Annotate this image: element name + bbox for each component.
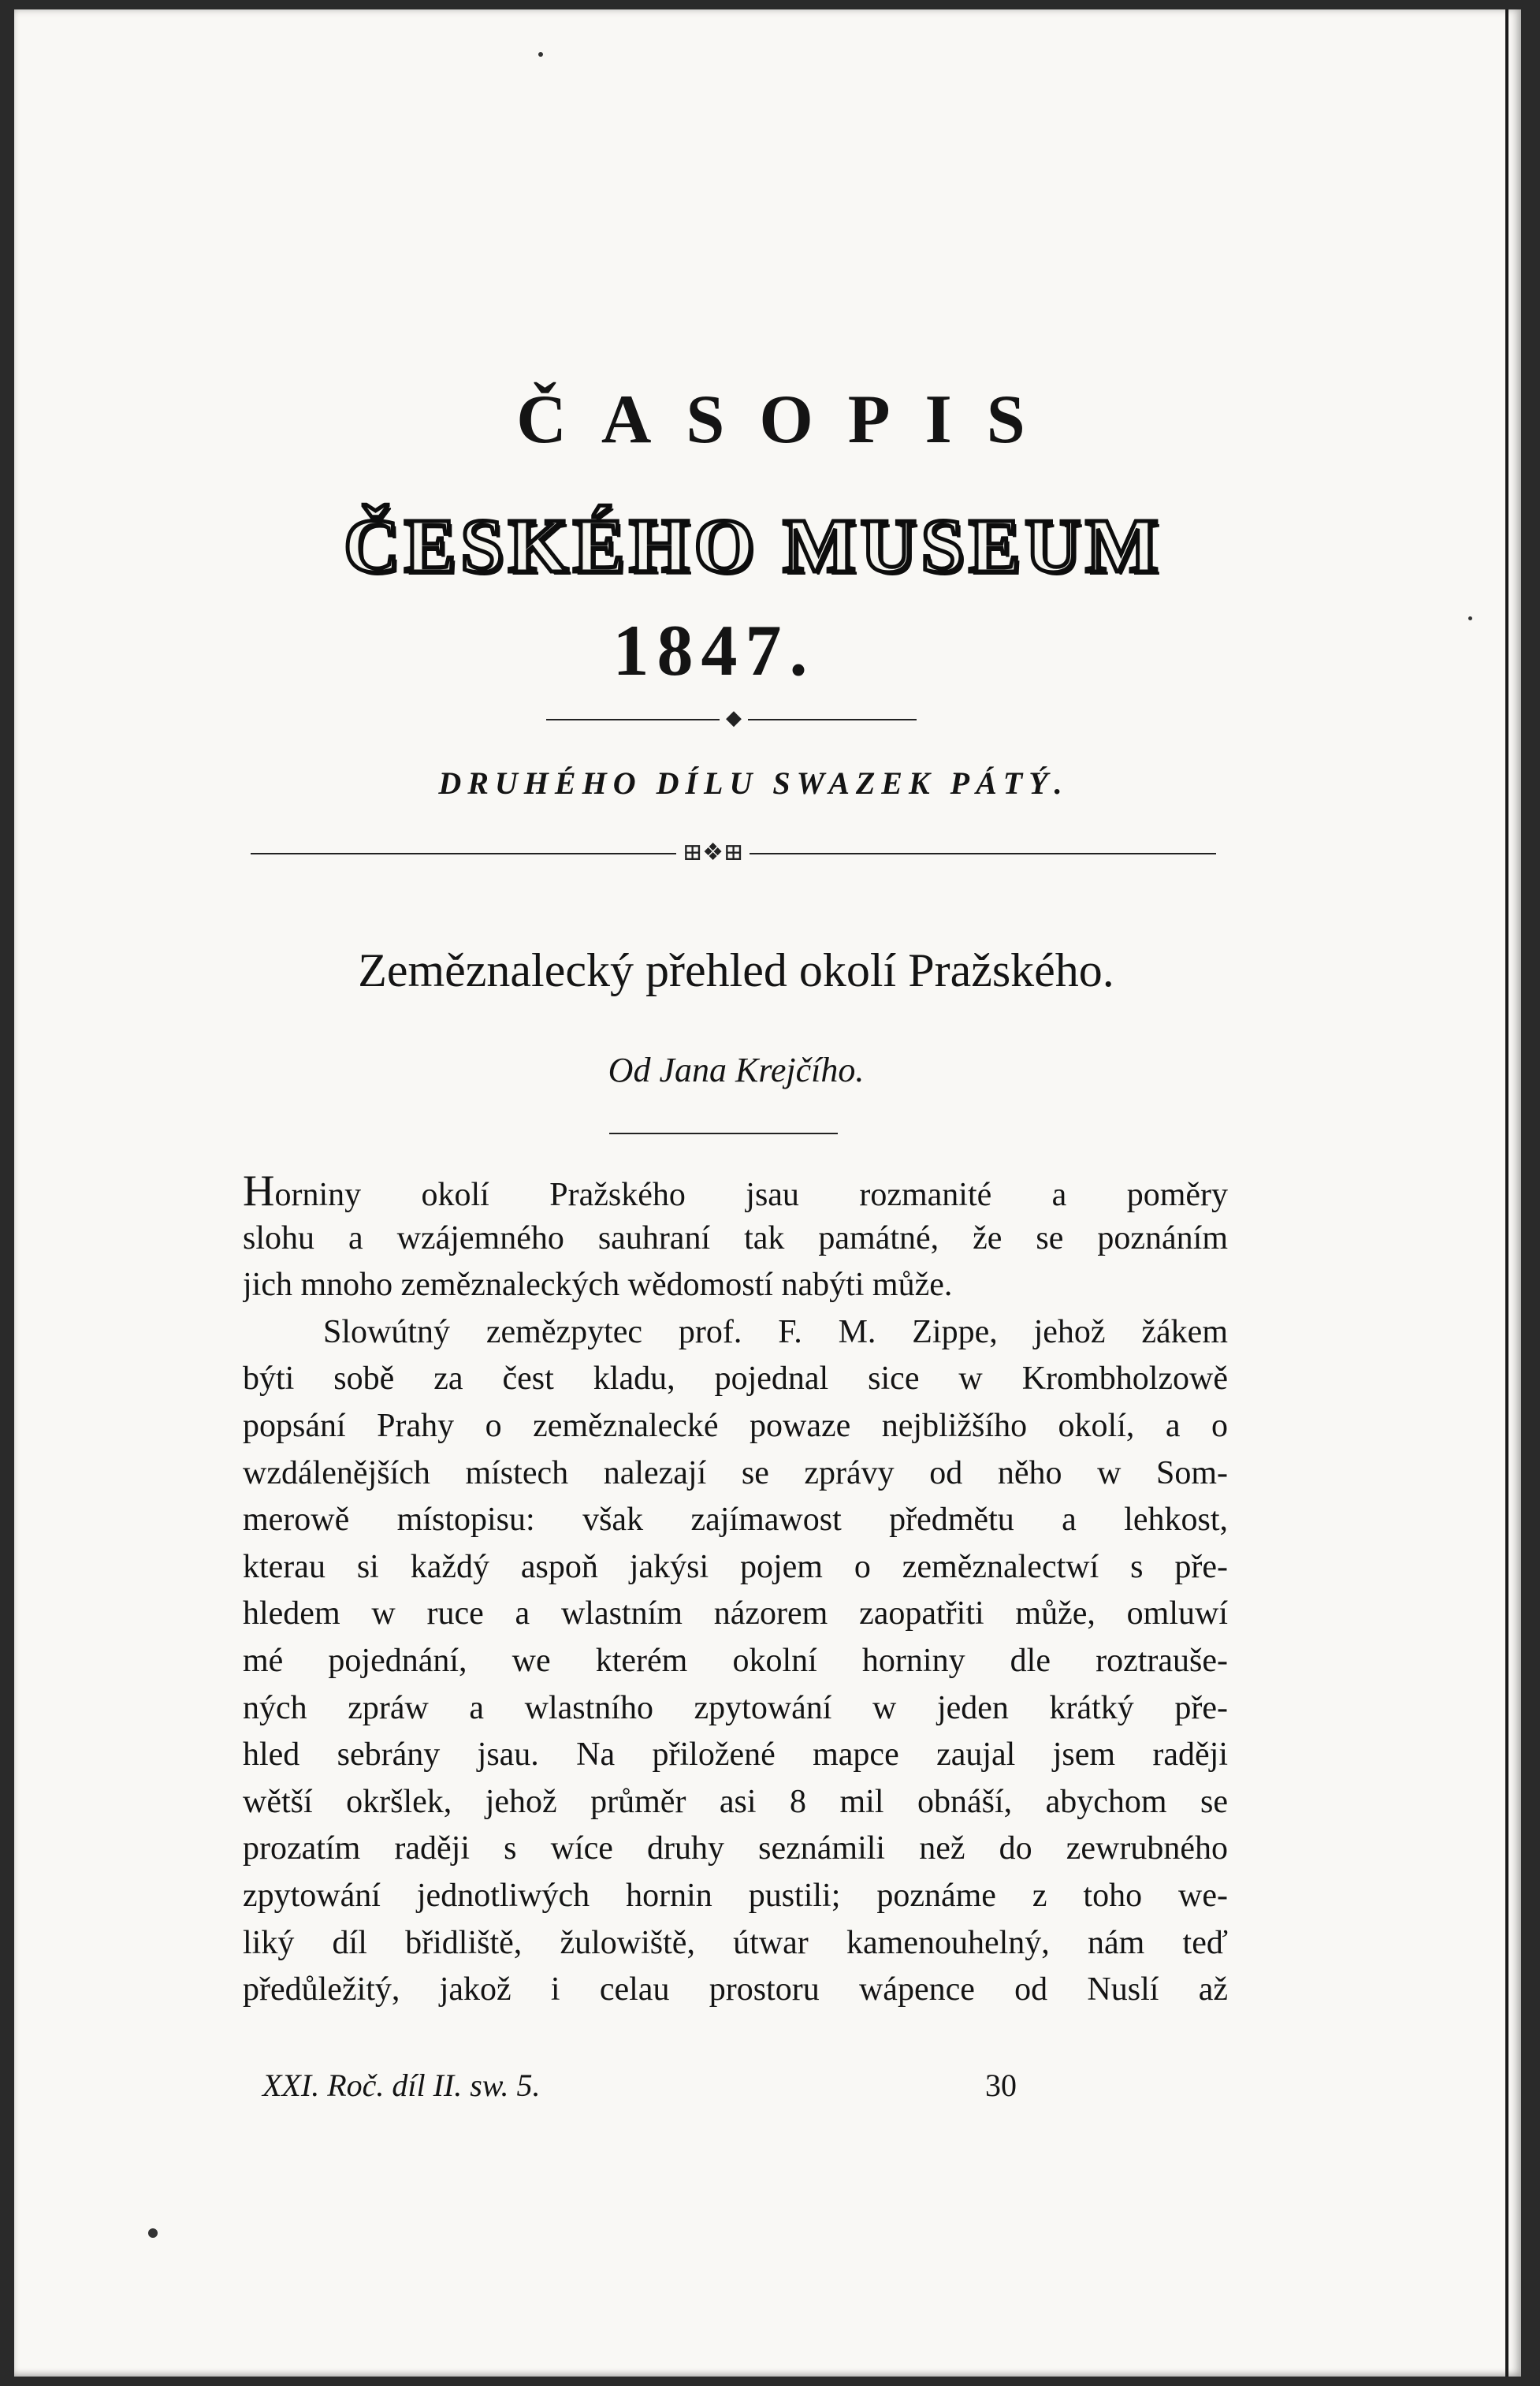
body-line: prozatím raději s wíce druhy seznámili než do zewrubného [243, 1830, 1228, 1867]
signature-mark: XXI. Roč. díl II. sw. 5. [262, 2068, 541, 2103]
page-number: 30 [985, 2068, 1017, 2103]
volume-issue-line: DRUHÉHO DÍLU SWAZEK PÁTÝ. [438, 765, 1069, 801]
page-edge-line [1505, 9, 1508, 2377]
body-line: slohu a wzájemného sauhraní tak památné, že se poznáním [243, 1219, 1228, 1256]
body-line: jich mnoho zeměznaleckých wědomostí nabýti může. [243, 1267, 953, 1304]
body-line: zpytowání jednotliwých hornin pustili; poznáme z toho we- [243, 1877, 1228, 1914]
journal-year: 1847. [612, 610, 816, 690]
body-line: předůležitý, jakož i celau prostoru wápence od Nuslí až [243, 1971, 1228, 2008]
article-author: Od Jana Krejčího. [608, 1051, 865, 1089]
body-line: kterau si každý aspoň jakýsi pojem o zeměznalectwí s pře- [243, 1548, 1228, 1585]
body-line: Horniny okolí Pražského jsau rozmanité a poměry [243, 1168, 1228, 1215]
journal-title-museum: ČESKÉHO MUSEUM [344, 504, 1163, 589]
header-ornament-small: ◆ [720, 706, 748, 730]
body-line: hled sebrány jsau. Na přiložené mapce zaujal jsem raději [243, 1736, 1228, 1774]
article-body [243, 1168, 1228, 2014]
article-title: Zeměznalecký přehled okolí Pražského. [358, 944, 1114, 996]
header-ornament-large: ⊞❖⊞ [676, 839, 750, 866]
body-line: hledem w ruce a wlastním názorem zaopatřiti může, omluwí [243, 1595, 1228, 1632]
body-line: wzdálenějších místech nalezají se zprávy od něho w Som- [243, 1454, 1228, 1491]
journal-title-casopis: ČASOPIS [516, 382, 1060, 458]
body-line: Slowútný zemězpytec prof. F. M. Zippe, jehož žákem [323, 1313, 1228, 1350]
body-line: mé pojednání, we kterém okolní horniny dle roztraušе- [243, 1642, 1228, 1679]
author-divider [609, 1133, 838, 1134]
body-line: býti sobě za čest kladu, pojednal sice w Krombholzowě [243, 1361, 1228, 1398]
body-line: merowě místopisu: však zajímawost předmětu a lehkost, [243, 1502, 1228, 1539]
body-line: ných zpráw a wlastního zpytowání w jeden krátký pře- [243, 1689, 1228, 1726]
body-line: popsání Prahy o zeměznalecké powaze nejbližšího okolí, a o [243, 1407, 1228, 1444]
body-line: wětší okršlek, jehož průměr asi 8 mil obnáší, abychom se [243, 1783, 1228, 1820]
paper-speck [1468, 616, 1472, 620]
paper-speck [538, 52, 543, 57]
paper-speck [148, 2228, 158, 2238]
document-page [14, 9, 1521, 2377]
body-line: liký díl břidliště, žulowiště, útwar kamenouhelný, nám teď [243, 1924, 1228, 1961]
